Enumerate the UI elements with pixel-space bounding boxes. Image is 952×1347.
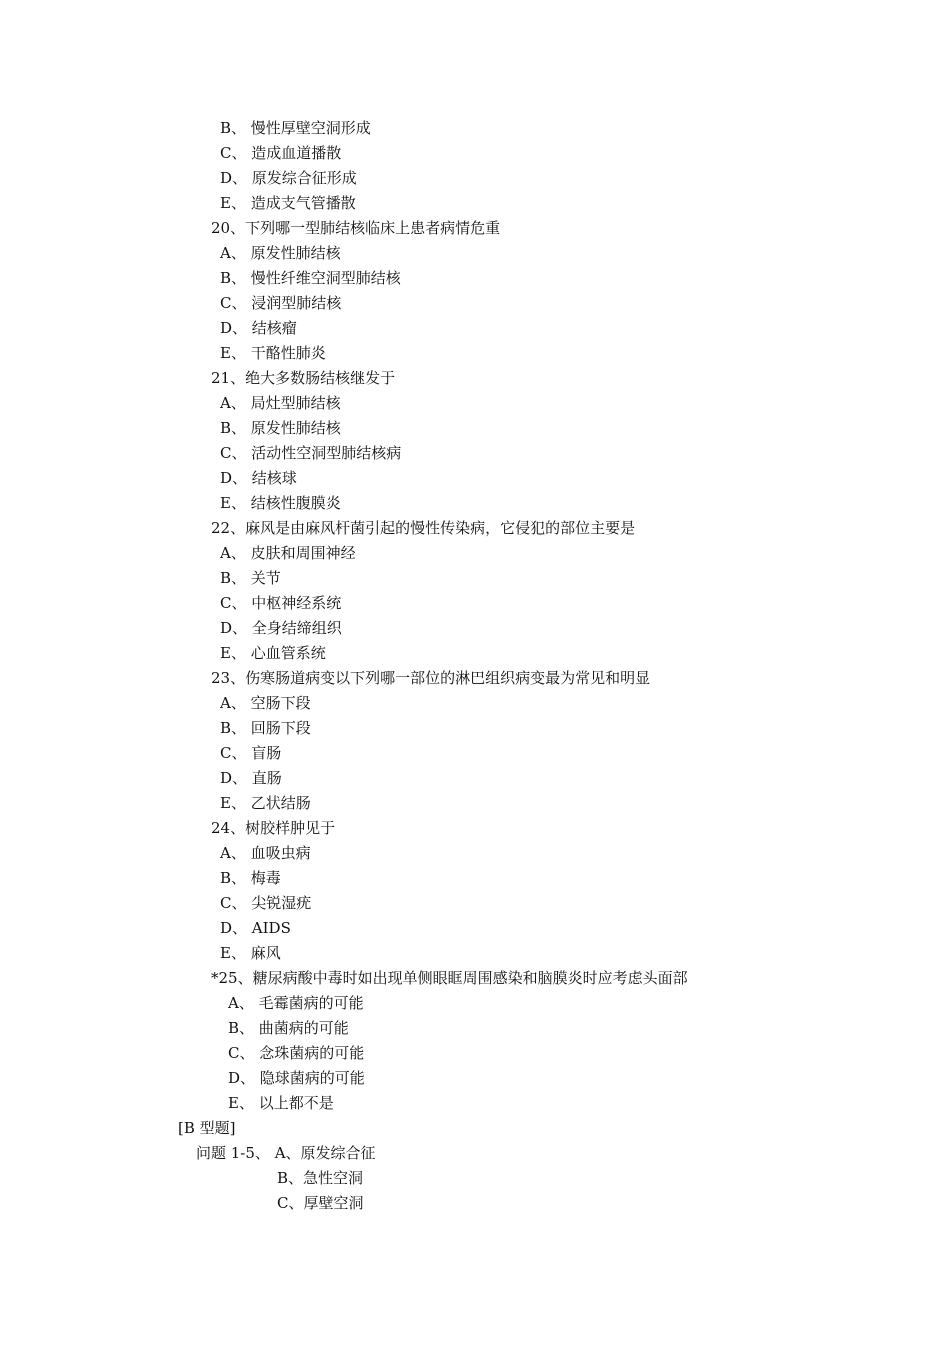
option-a: A、 皮肤和周围神经 bbox=[220, 544, 356, 562]
option-d: D、 AIDS bbox=[220, 919, 291, 937]
question-20: 20、下列哪一型肺结核临床上患者病情危重 bbox=[211, 219, 501, 237]
option-a: A、 毛霉菌病的可能 bbox=[228, 994, 364, 1012]
option-e: E、 造成支气管播散 bbox=[220, 194, 356, 212]
option-c: C、 造成血道播散 bbox=[220, 144, 342, 162]
option-e: E、 乙状结肠 bbox=[220, 794, 311, 812]
option-e: E、 心血管系统 bbox=[220, 644, 326, 662]
question-group-1-5: 问题 1-5、 A、原发综合征 bbox=[196, 1144, 376, 1162]
question-22: 22、麻风是由麻风杆菌引起的慢性传染病，它侵犯的部位主要是 bbox=[211, 519, 636, 537]
option-b: B、 慢性厚壁空洞形成 bbox=[220, 119, 371, 137]
option-d: D、 结核球 bbox=[220, 469, 297, 487]
option-c: C、 浸润型肺结核 bbox=[220, 294, 342, 312]
option-c: C、厚壁空洞 bbox=[277, 1194, 364, 1212]
option-d: D、 全身结缔组织 bbox=[220, 619, 342, 637]
option-a: A、 空肠下段 bbox=[220, 694, 311, 712]
option-c: C、 尖锐湿疣 bbox=[220, 894, 312, 912]
option-e: E、 结核性腹膜炎 bbox=[220, 494, 341, 512]
option-a: A、 血吸虫病 bbox=[220, 844, 311, 862]
option-e: E、 干酪性肺炎 bbox=[220, 344, 326, 362]
section-heading-b-type: [B 型题] bbox=[178, 1119, 236, 1137]
option-a: A、 局灶型肺结核 bbox=[220, 394, 341, 412]
option-b: B、 原发性肺结核 bbox=[220, 419, 341, 437]
option-d: D、 直肠 bbox=[220, 769, 282, 787]
option-d: D、 原发综合征形成 bbox=[220, 169, 357, 187]
option-b: B、 关节 bbox=[220, 569, 281, 587]
option-c: C、 盲肠 bbox=[220, 744, 282, 762]
option-d: D、 结核瘤 bbox=[220, 319, 297, 337]
option-e: E、 麻风 bbox=[220, 944, 281, 962]
option-c: C、 念珠菌病的可能 bbox=[228, 1044, 365, 1062]
question-21: 21、绝大多数肠结核继发于 bbox=[211, 369, 396, 387]
question-23: 23、伤寒肠道病变以下列哪一部位的淋巴组织病变最为常见和明显 bbox=[211, 669, 651, 687]
option-d: D、 隐球菌病的可能 bbox=[228, 1069, 365, 1087]
option-a: A、 原发性肺结核 bbox=[220, 244, 341, 262]
option-b: B、 梅毒 bbox=[220, 869, 281, 887]
option-c: C、 活动性空洞型肺结核病 bbox=[220, 444, 402, 462]
option-e: E、 以上都不是 bbox=[228, 1094, 334, 1112]
question-25: *25、糖尿病酸中毒时如出现单侧眼眶周围感染和脑膜炎时应考虑头面部 bbox=[211, 969, 688, 987]
option-b: B、 曲菌病的可能 bbox=[228, 1019, 349, 1037]
option-b: B、急性空洞 bbox=[277, 1169, 364, 1187]
option-b: B、 慢性纤维空洞型肺结核 bbox=[220, 269, 401, 287]
option-c: C、 中枢神经系统 bbox=[220, 594, 342, 612]
question-24: 24、树胶样肿见于 bbox=[211, 819, 336, 837]
option-b: B、 回肠下段 bbox=[220, 719, 311, 737]
